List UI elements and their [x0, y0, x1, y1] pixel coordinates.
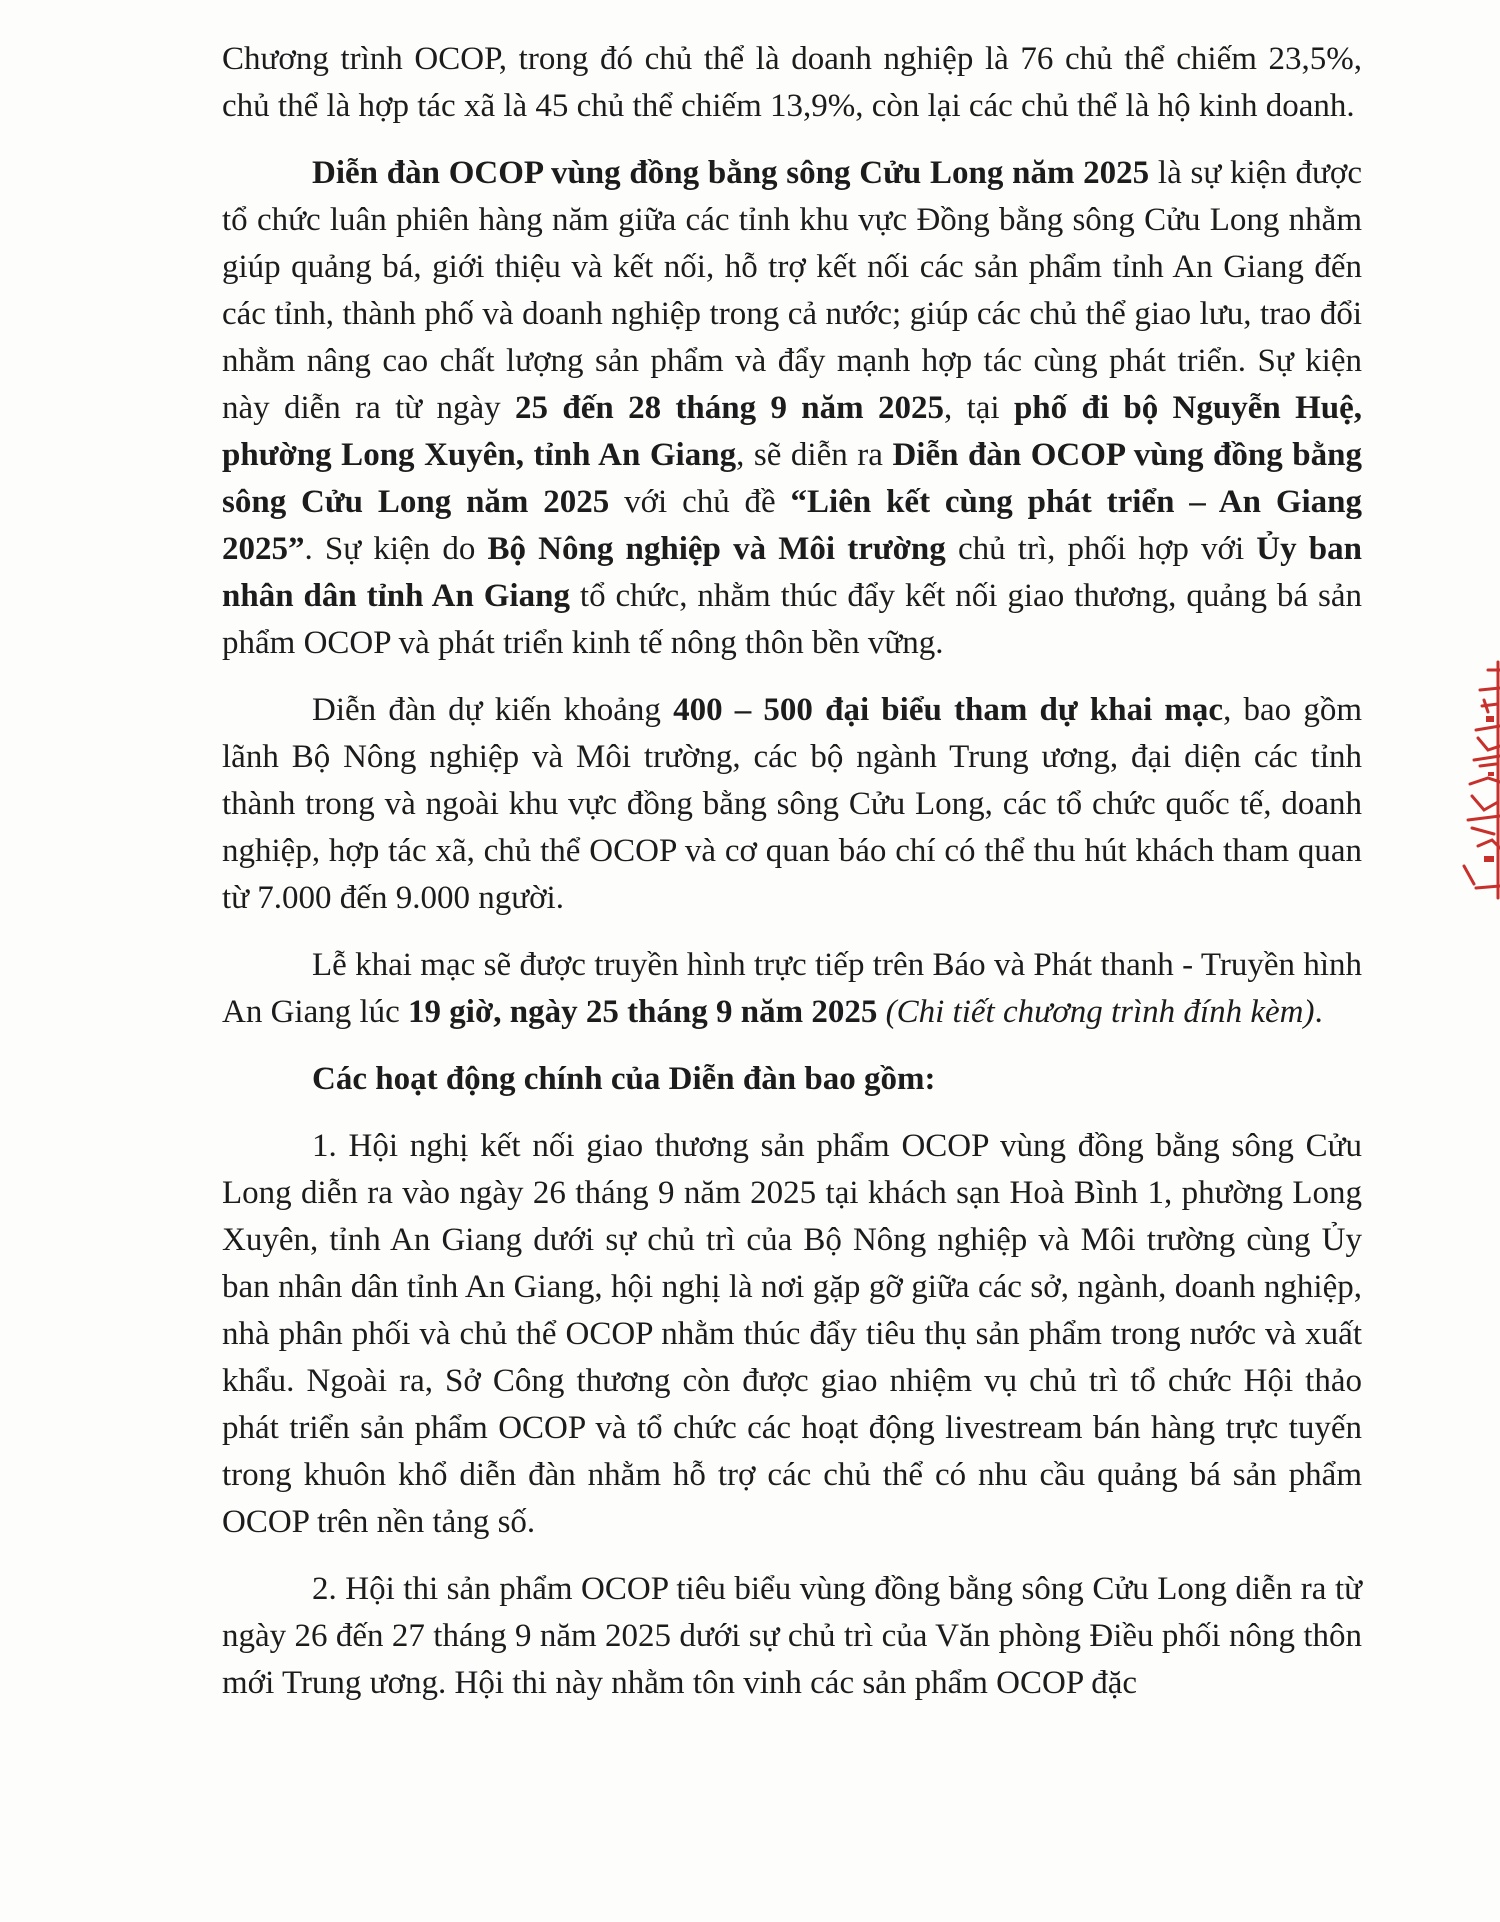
text-run: là sự kiện được tổ chức luân phiên hàng năm giữa các tỉnh khu vực Đồng bằng sông Cửu Long nhằm giúp quảng bá, giới thiệu và kết nối, hỗ trợ kết nối các sản phẩm tỉnh An Giang đến các tỉnh, thành phố và doanh nghiệp trong cả nước; giúp các chủ thể giao lưu, trao đổi nhằm nâng cao chất lượng sản phẩm và đẩy mạnh hợp tác cùng phát triển. Sự kiện này diễn ra từ ngày	[222, 155, 1363, 426]
paragraph-intro-text: Chương trình OCOP, trong đó chủ thể là doanh nghiệp là 76 chủ thể chiếm 23,5%, chủ thể là hợp tác xã là 45 chủ thể chiếm 13,9%, còn lại các chủ thể là hộ kinh doanh.	[222, 41, 1362, 124]
document-body	[222, 36, 1362, 1707]
forum-name-bold-2: Diễn đàn OCOP vùng đồng bằng sông Cửu Long năm 2025	[222, 437, 1362, 520]
text-run: tổ chức, nhằm thúc đẩy kết nối giao thương, quảng bá sản phẩm OCOP và phát triển kinh tế nông thôn bền vững.	[222, 578, 1363, 661]
text-run: Diễn đàn dự kiến khoảng	[312, 692, 674, 728]
text-run: , tại	[944, 390, 1014, 426]
text-run: chủ trì, phối hợp với	[945, 531, 1257, 567]
paragraph-intro	[222, 36, 1362, 130]
red-seal-icon	[1458, 660, 1500, 900]
paragraph-broadcast	[222, 942, 1362, 1036]
text-run: . Sự kiện do	[304, 531, 488, 567]
forum-name-bold: Diễn đàn OCOP vùng đồng bằng sông Cửu Long năm 2025	[312, 155, 1150, 191]
event-dates-bold: 25 đến 28 tháng 9 năm 2025	[515, 390, 944, 426]
event-location-bold: phố đi bộ Nguyễn Huệ, phường Long Xuyên, tỉnh An Giang	[222, 390, 1363, 473]
paragraph-forum-overview	[222, 150, 1362, 667]
activity-1-text: 1. Hội nghị kết nối giao thương sản phẩm OCOP vùng đồng bằng sông Cửu Long diễn ra vào ngày 26 tháng 9 năm 2025 tại khách sạn Hoà Bình 1, phường Long Xuyên, tỉnh An Giang dưới sự chủ trì của Bộ Nông nghiệp và Môi trường cùng Ủy ban nhân dân tỉnh An Giang, hội nghị là nơi gặp gỡ giữa các sở, ngành, doanh nghiệp, nhà phân phối và chủ thể OCOP nhằm thúc đẩy tiêu thụ sản phẩm trong nước và xuất khẩu. Ngoài ra, Sở Công thương còn được giao nhiệm vụ chủ trì tổ chức Hội thảo phát triển sản phẩm OCOP và tổ chức các hoạt động livestream bán hàng trực tuyến trong khuôn khổ diễn đàn nhằm hỗ trợ các chủ thể có nhu cầu quảng bá sản phẩm OCOP trên nền tảng số.	[222, 1128, 1362, 1540]
activity-2-text: 2. Hội thi sản phẩm OCOP tiêu biểu vùng đồng bằng sông Cửu Long diễn ra từ ngày 26 đến 27 tháng 9 năm 2025 dưới sự chủ trì của Văn phòng Điều phối nông thôn mới Trung ương. Hội thi này nhằm tôn vinh các sản phẩm OCOP đặc	[222, 1571, 1362, 1701]
attendance-count-bold: 400 – 500 đại biểu tham dự khai mạc	[673, 692, 1224, 728]
organizer-ministry-bold: Bộ Nông nghiệp và Môi trường	[487, 531, 946, 567]
text-run: , sẽ diễn ra	[736, 437, 893, 473]
text-run: với chủ đề	[609, 484, 791, 520]
paragraph-activity-1	[222, 1123, 1362, 1546]
text-run: Lễ khai mạc sẽ được truyền hình trực tiếp trên Báo và Phát thanh - Truyền hình An Giang lúc	[222, 947, 1362, 1030]
forum-theme-bold: “Liên kết cùng phát triển – An Giang 2025”	[222, 484, 1363, 567]
section-heading: Các hoạt động chính của Diễn đàn bao gồm:	[312, 1061, 936, 1097]
paragraph-activity-2	[222, 1566, 1362, 1707]
organizer-province-bold: Ủy ban nhân dân tỉnh An Giang	[222, 531, 1362, 614]
text-run: .	[1314, 994, 1323, 1030]
broadcast-time-bold: 19 giờ, ngày 25 tháng 9 năm 2025	[408, 994, 878, 1030]
text-run: , bao gồm lãnh Bộ Nông nghiệp và Môi trường, các bộ ngành Trung ương, đại diện các tỉnh thành trong và ngoài khu vực đồng bằng sông Cửu Long, các tổ chức quốc tế, doanh nghiệp, hợp tác xã, chủ thể OCOP và cơ quan báo chí có thể thu hút khách tham quan từ 7.000 đến 9.000 người.	[222, 692, 1362, 916]
paragraph-attendance	[222, 687, 1362, 922]
attachment-note-italic: (Chi tiết chương trình đính kèm)	[877, 994, 1315, 1030]
